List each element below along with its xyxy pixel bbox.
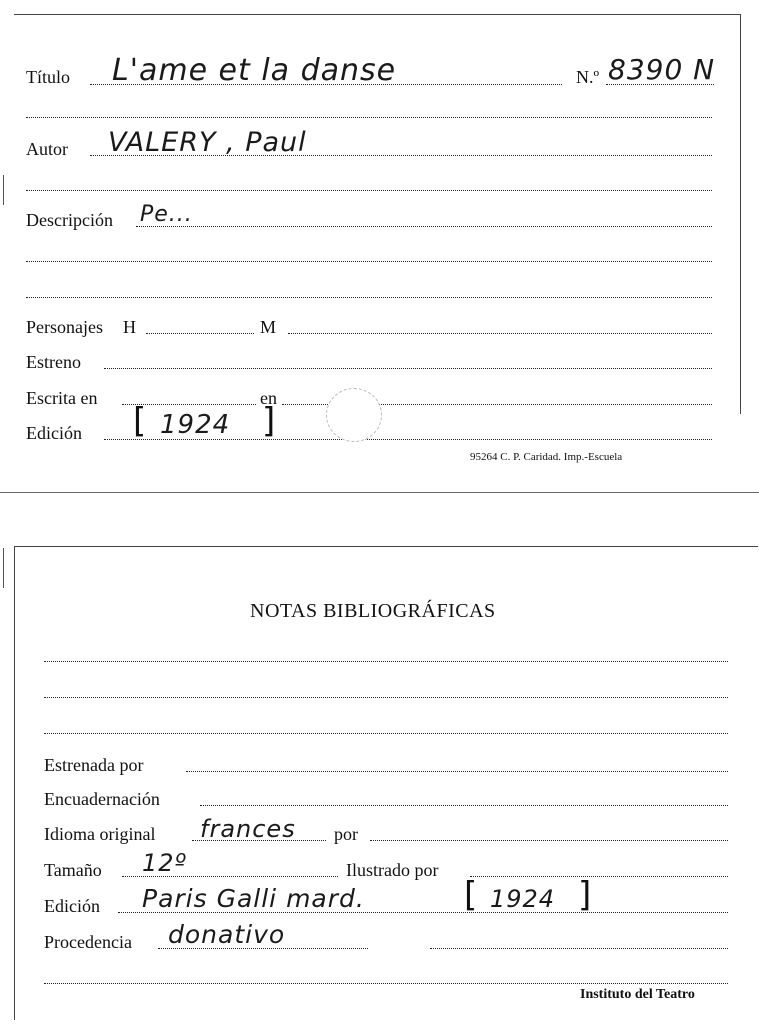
encuadernacion-label: Encuadernación [44,789,160,809]
card1-top-border [14,14,741,15]
por-label: por [334,824,358,844]
personajes-m-line [288,333,712,334]
idioma-value: frances [200,815,296,843]
descripcion-line-2 [26,261,712,262]
notas-line-last [44,983,728,984]
edicion2-bracket-close: ] [578,875,592,915]
printer-note: 95264 C. P. Caridad. Imp.-Escuela [470,451,623,463]
edicion-value: 1924 [160,410,231,440]
personajes-h-line [146,333,254,334]
titulo-extra-line [26,117,712,118]
ilustrado-line [470,876,728,877]
escrita-en-label: en [260,388,277,408]
card1-paper-smudge [326,388,382,442]
descripcion-line [136,226,712,227]
idioma-label: Idioma original [44,824,156,844]
autor-label: Autor [26,139,68,159]
notas-line-1 [44,661,728,662]
card1-bottom-cut-line [0,492,759,493]
card2-left-edge-mark [3,548,4,588]
edicion2-label: Edición [44,896,100,916]
tamano-value: 12º [142,849,187,877]
estreno-label: Estreno [26,352,81,372]
titulo-label: Título [26,67,70,87]
card2-top-border [14,546,758,547]
personajes-m-label: M [260,317,277,337]
procedencia-value: donativo [168,920,286,949]
numero-value: 8390 N [608,53,716,86]
edicion-bracket-close: ] [262,401,276,441]
edicion2-year: 1924 [490,885,556,913]
personajes-label: Personajes [26,317,103,337]
estreno-line [104,368,712,369]
procedencia-line-2 [430,948,728,949]
card2-left-border [14,546,15,1020]
escrita-label: Escrita en [26,388,98,408]
notas-heading: NOTAS BIBLIOGRÁFICAS [250,600,496,622]
descripcion-line-3 [26,297,712,298]
instituto-footer: Instituto del Teatro [580,987,695,1002]
por-line [370,840,728,841]
estrenada-line [186,771,728,772]
autor-extra-line [26,190,712,191]
edicion-label: Edición [26,423,82,443]
notas-line-2 [44,697,728,698]
autor-value: VALERY , Paul [108,127,307,158]
estrenada-label: Estrenada por [44,755,144,775]
edicion2-value: Paris Galli mard. [142,884,365,913]
tamano-label: Tamaño [44,860,102,880]
numero-label: N.º [576,67,600,87]
edicion-bracket-open: [ [133,401,147,441]
card1-right-border [740,14,741,414]
procedencia-label: Procedencia [44,932,132,952]
personajes-h-label: H [123,317,136,337]
titulo-value: L'ame et la danse [112,53,397,88]
edicion2-bracket-open: [ [464,875,478,915]
descripcion-label: Descripción [26,210,113,230]
notas-line-3 [44,733,728,734]
descripcion-value: Pe... [140,202,193,227]
card1-left-edge-mark [3,175,4,205]
ilustrado-label: Ilustrado por [346,860,439,880]
encuadernacion-line [200,805,728,806]
